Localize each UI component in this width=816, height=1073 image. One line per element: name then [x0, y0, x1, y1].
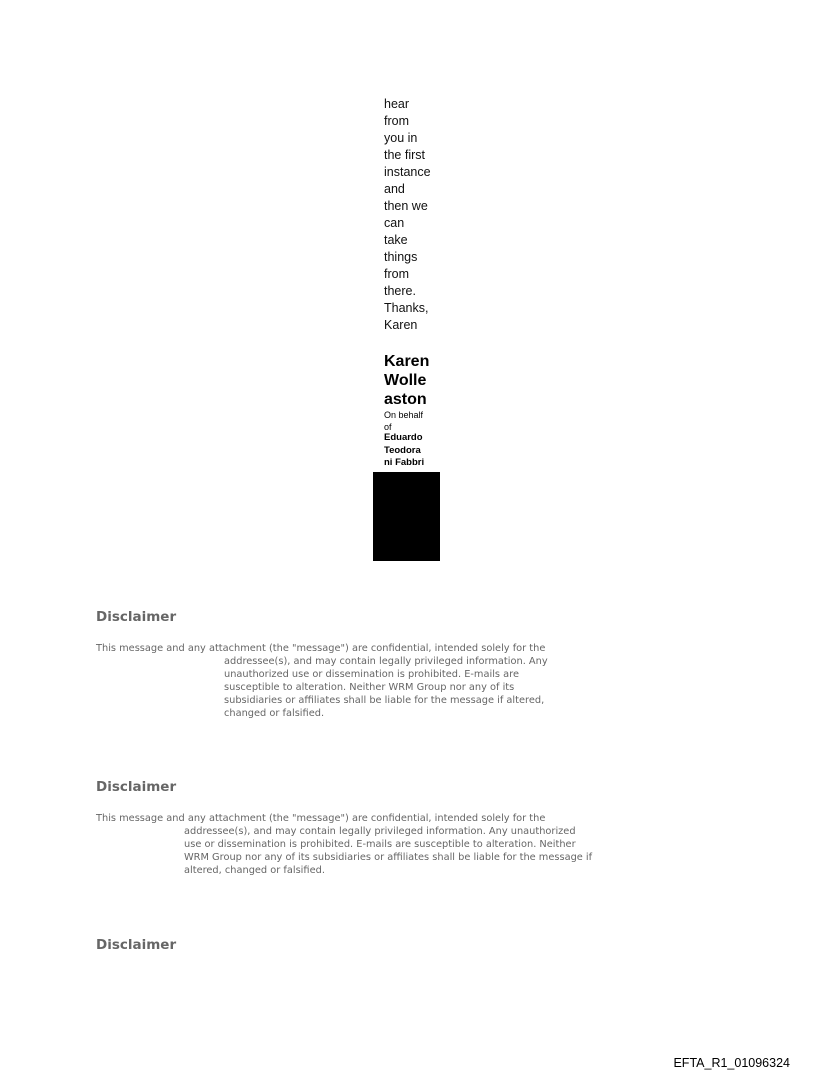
disclaimer-text: [96, 812, 592, 877]
email-signature: [384, 352, 444, 470]
disclaimer-line: susceptible to alteration. Neither WRM Group nor any of its: [224, 682, 515, 693]
disclaimer-line: subsidiaries or affiliates shall be liable for the message if altered,: [224, 695, 545, 706]
disclaimer-line: WRM Group nor any of its subsidiaries or affiliates shall be liable for the message if: [184, 852, 593, 863]
disclaimer-line: altered, changed or falsified.: [184, 865, 325, 876]
disclaimer-heading: Disclaimer: [96, 779, 177, 795]
document-id: EFTA_R1_01096324: [673, 1056, 790, 1070]
signature-principal-line: ni Fabbri: [384, 457, 425, 468]
body-line: from: [384, 114, 409, 128]
body-line: Thanks,: [384, 301, 429, 315]
signature-behalf-line: On behalf: [384, 410, 424, 420]
disclaimer-heading: Disclaimer: [96, 609, 177, 625]
disclaimer-heading: Disclaimer: [96, 937, 177, 953]
disclaimer-line: changed or falsified.: [224, 708, 325, 719]
signature-name-line: Karen: [384, 353, 430, 370]
body-line: can: [384, 216, 405, 230]
redacted-image-block: [373, 472, 440, 561]
signature-name-line: Wolle: [384, 372, 427, 389]
body-line: the first: [384, 148, 425, 162]
body-line: you in: [384, 131, 418, 145]
signature-behalf-line: of: [384, 421, 392, 432]
body-line: from: [384, 267, 409, 281]
body-line: things: [384, 250, 418, 264]
disclaimer-text: [96, 642, 548, 720]
disclaimer-line: This message and any attachment (the "message") are confidential, intended solely for the: [96, 813, 546, 824]
body-line: take: [384, 233, 408, 247]
disclaimer-line: unauthorized use or dissemination is prohibited. E-mails are: [224, 669, 519, 680]
disclaimer-line: use or dissemination is prohibited. E-mails are susceptible to alteration. Neither: [184, 839, 576, 850]
body-line: hear: [384, 97, 410, 111]
body-line: instance: [384, 165, 431, 179]
signature-name-line: aston: [384, 391, 427, 408]
body-line: then we: [384, 199, 428, 213]
signature-principal-line: Eduardo: [384, 432, 423, 443]
disclaimer-line: addressee(s), and may contain legally privileged information. Any: [224, 656, 548, 667]
body-line: there.: [384, 284, 416, 298]
disclaimer-line: addressee(s), and may contain legally privileged information. Any unauthorized: [184, 826, 576, 837]
signature-principal-line: Teodora: [384, 444, 421, 456]
body-line: and: [384, 182, 405, 196]
body-line: Karen: [384, 318, 418, 332]
email-body: [384, 96, 444, 334]
disclaimer-line: This message and any attachment (the "message") are confidential, intended solely for the: [96, 643, 546, 654]
